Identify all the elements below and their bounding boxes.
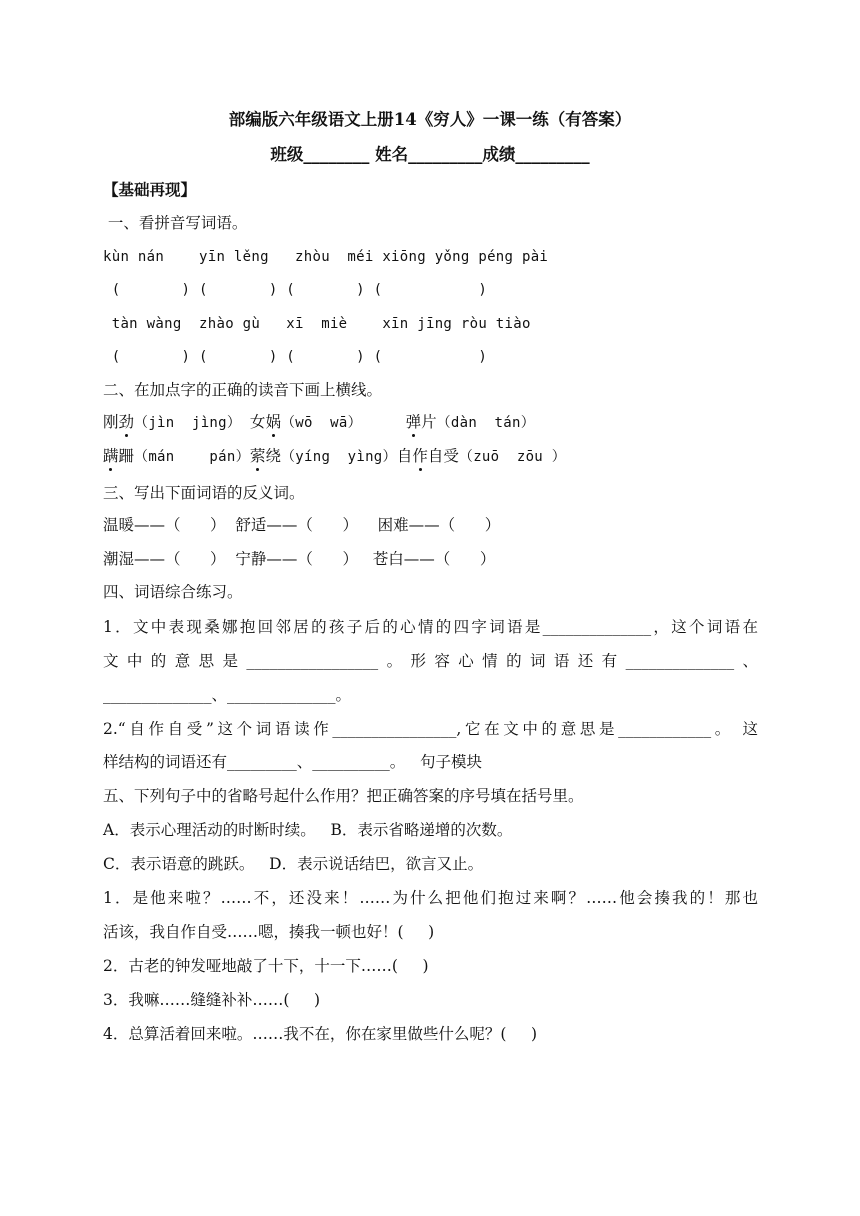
q3-heading: 三、写出下面词语的反义词。 xyxy=(103,484,305,502)
q5-options-line2: C．表示语意的跳跃。 D．表示说话结巴，欲言又止。 xyxy=(103,855,484,873)
q3-row2: 潮湿——（ ） 宁静——（ ） 苍白——（ ） xyxy=(103,550,496,568)
q1-pinyin-row2: tàn wàng zhào gù xī miè xīn jīng ròu tiào xyxy=(103,316,531,332)
q4-item1-line2: 文中的意思是_________________。形容心情的词语还有______________、 xyxy=(103,652,758,670)
q5-sentence3: 3．我嘛……缝缝补补……( ) xyxy=(103,991,321,1009)
q4-item2-line2: 样结构的词语还有_________、__________。 句子模块 xyxy=(103,753,483,771)
word-panshan: 蹒跚 xyxy=(103,447,135,465)
q5-sentence1-line2: 活该，我自作自受……嗯，揍我一顿也好！( ) xyxy=(103,923,435,941)
section-heading-basic: 【基础再现】 xyxy=(103,180,197,199)
q1-blank-row2: ( ) ( ) ( ) ( ) xyxy=(103,349,488,365)
q5-sentence4: 4．总算活着回来啦。……我不在，你在家里做些什么呢？( ) xyxy=(103,1025,538,1043)
q2-heading: 二、在加点字的正确的读音下画上横线。 xyxy=(103,381,383,399)
word-danpian: 弹片 xyxy=(405,413,437,431)
q5-sentence1-line1: 1．是他来啦？……不，还没来！……为什么把他们抱过来啊？……他会揍我的！那也 xyxy=(103,889,758,907)
word-yingrao: 萦绕 xyxy=(249,447,281,465)
q3-row1: 温暖——（ ） 舒适——（ ） 困难——（ ） xyxy=(103,516,501,534)
q1-blank-row1: ( ) ( ) ( ) ( ) xyxy=(103,282,488,298)
word-zizuozishou: 自作自受 xyxy=(396,447,459,465)
q1-pinyin-row1: kùn nán yīn lěng zhòu méi xiōng yǒng péng pài xyxy=(103,249,549,265)
q5-options-line1: A．表示心理活动的时断时续。 B．表示省略递增的次数。 xyxy=(103,821,513,839)
q4-heading: 四、词语综合练习。 xyxy=(103,583,243,601)
q5-heading: 五、下列句子中的省略号起什么作用？把正确答案的序号填在括号里。 xyxy=(103,787,584,805)
page-title: 部编版六年级语文上册14《穷人》一课一练（有答案） xyxy=(228,110,632,129)
q4-item2-line1: 2.“自作自受”这个词语读作________________,它在文中的意思是____________。 这 xyxy=(103,720,758,738)
q4-item1-line1: 1．文中表现桑娜抱回邻居的孩子后的心情的四字词语是______________，这个词语在 xyxy=(103,618,758,636)
q4-item1-line3: ______________、______________。 xyxy=(103,686,352,704)
q2-row2: 蹒跚（mán pán）萦绕（yíng yìng）自作自受（zuō zōu ） xyxy=(103,447,567,465)
word-gangjin: 刚劲 xyxy=(103,413,135,431)
q1-heading: 一、看拼音写词语。 xyxy=(103,214,248,232)
q5-sentence2: 2．古老的钟发哑地敲了十下，十一下……( ) xyxy=(103,957,429,975)
q2-row1: 刚劲（jìn jìng） 女娲（wō wā） 弹片（dàn tán） xyxy=(103,413,536,431)
word-nvwa: 女娲 xyxy=(249,413,281,431)
student-info-line: 班级________ 姓名_________成绩_________ xyxy=(270,145,590,164)
